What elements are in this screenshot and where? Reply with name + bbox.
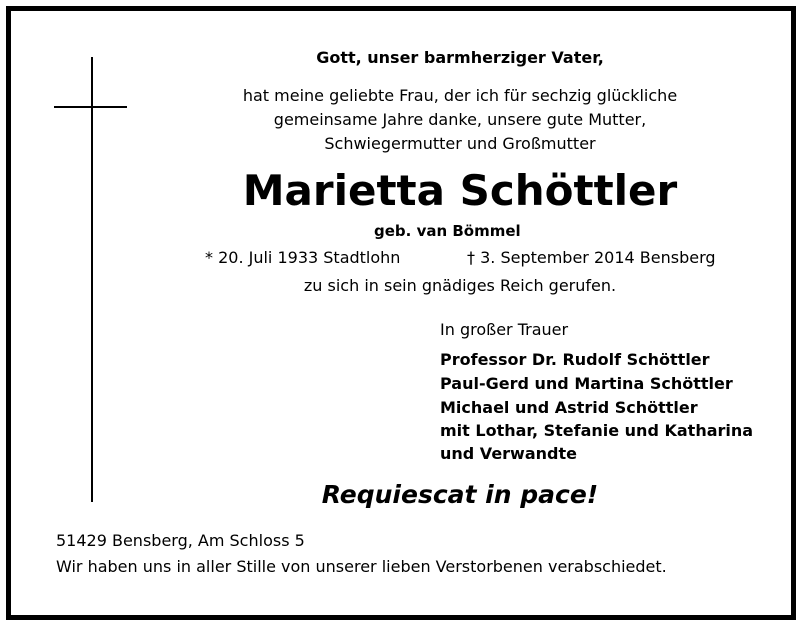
death-date: † 3. September 2014 Bensberg (467, 248, 716, 267)
mourning-intro: In großer Trauer (440, 320, 569, 339)
deceased-name: Marietta Schöttler (242, 166, 678, 215)
mourner-line: Professor Dr. Rudolf Schöttler (440, 350, 710, 369)
body-line: Schwiegermutter und Großmutter (324, 134, 596, 153)
farewell-note: Wir haben uns in aller Stille von unserer lieben Verstorbenen verabschiedet. (56, 557, 667, 576)
mourner-line: und Verwandte (440, 444, 577, 463)
cross-vertical-bar (91, 57, 93, 502)
opening-line: Gott, unser barmherziger Vater, (316, 48, 604, 67)
called-home-line: zu sich in sein gnädiges Reich gerufen. (303, 276, 617, 295)
body-line: gemeinsame Jahre danke, unsere gute Mutter, (273, 110, 647, 129)
birth-date: * 20. Juli 1933 Stadtlohn (205, 248, 401, 267)
mourner-line: Paul-Gerd und Martina Schöttler (440, 374, 733, 393)
body-line: hat meine geliebte Frau, der ich für sechzig glückliche (242, 86, 678, 105)
mourner-line: mit Lothar, Stefanie und Katharina (440, 421, 754, 440)
mourner-line: Michael und Astrid Schöttler (440, 398, 698, 417)
address: 51429 Bensberg, Am Schloss 5 (56, 531, 305, 550)
birth-name: geb. van Bömmel (374, 222, 521, 240)
cross-horizontal-bar (54, 106, 127, 108)
requiem-phrase: Requiescat in pace! (321, 480, 599, 509)
